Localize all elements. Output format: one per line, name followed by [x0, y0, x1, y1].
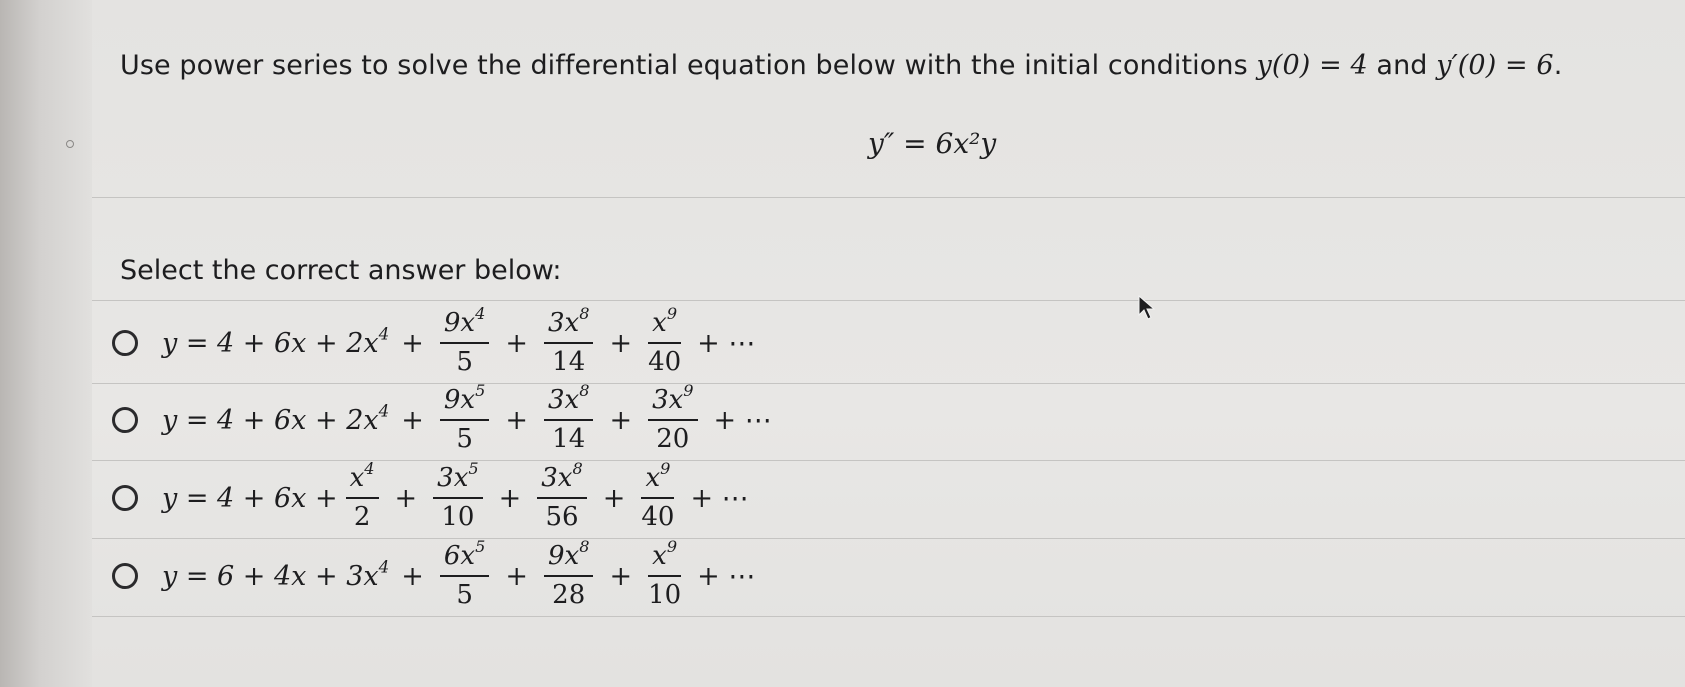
fraction-denominator: 5 — [456, 347, 473, 377]
answer-expression — [160, 459, 759, 532]
fraction-denominator: 14 — [552, 424, 586, 454]
expression-lead: $y = 4 + 6x + 2x^4$ — [162, 399, 390, 436]
fraction-numerator: $x^4$ — [346, 464, 379, 499]
radio-button[interactable] — [112, 563, 138, 589]
fraction-numerator: $9x^4$ — [440, 309, 489, 344]
plus-sign: + — [609, 404, 633, 436]
fraction-numerator: $x^9$ — [641, 464, 674, 499]
plus-sign: + — [505, 327, 528, 359]
fraction-term — [537, 459, 586, 532]
answer-option-4[interactable] — [112, 538, 1012, 614]
answer-expression — [160, 537, 765, 610]
fraction-term — [544, 537, 593, 610]
fraction-term — [433, 459, 482, 532]
fraction-numerator: $3x^5$ — [433, 464, 482, 499]
fraction-denominator: 14 — [552, 347, 586, 377]
fraction-term — [544, 304, 593, 377]
fraction-numerator: $3x^8$ — [544, 386, 593, 421]
question-and: and — [1367, 50, 1437, 81]
fraction-term — [346, 459, 379, 532]
fraction-term — [440, 537, 489, 610]
answer-option-1[interactable] — [112, 305, 1012, 381]
fraction-denominator: 28 — [552, 580, 586, 610]
fraction-term — [544, 381, 593, 454]
option-divider — [92, 616, 1685, 617]
fraction-denominator: 10 — [648, 580, 682, 610]
fraction-term — [440, 381, 489, 454]
question-text — [120, 50, 1562, 81]
expression-tail: + ⋯ — [697, 327, 756, 359]
plus-sign: + — [602, 482, 626, 514]
answer-expression — [160, 304, 765, 377]
fraction-numerator: $3x^8$ — [537, 464, 586, 499]
fraction-term — [641, 459, 675, 532]
expression-tail: + ⋯ — [697, 560, 756, 592]
answer-expression — [160, 381, 782, 454]
fraction-denominator: 40 — [648, 347, 682, 377]
fraction-numerator: $3x^9$ — [648, 386, 697, 421]
expression-lead: y = 4 + 6x + — [162, 482, 338, 514]
differential-equation: y″ = 6x²y — [868, 127, 997, 160]
fraction-numerator: $6x^5$ — [440, 542, 489, 577]
fraction-numerator: $9x^5$ — [440, 386, 489, 421]
plus-sign: + — [401, 327, 424, 359]
divider-top — [92, 197, 1685, 198]
radio-button[interactable] — [112, 330, 138, 356]
fraction-denominator: 40 — [641, 502, 675, 532]
fraction-denominator: 20 — [656, 424, 690, 454]
fraction-numerator: $3x^8$ — [544, 309, 593, 344]
fraction-denominator: 2 — [353, 502, 371, 532]
expression-tail: + ⋯ — [713, 404, 772, 436]
radio-button[interactable] — [112, 407, 138, 433]
fraction-denominator: 10 — [441, 502, 475, 532]
question-period: . — [1553, 50, 1563, 81]
plus-sign: + — [498, 482, 522, 514]
fraction-term — [648, 381, 697, 454]
plus-sign: + — [609, 560, 633, 592]
fraction-denominator: 5 — [456, 580, 473, 610]
select-label: Select the correct answer below: — [120, 255, 562, 286]
initial-condition-yprime: y′(0) = 6 — [1436, 50, 1554, 81]
expression-lead: $y = 6 + 4x + 3x^4$ — [162, 555, 390, 592]
fraction-term — [648, 537, 682, 610]
expression-tail: + ⋯ — [690, 482, 749, 514]
plus-sign: + — [401, 404, 424, 436]
fraction-denominator: 56 — [545, 502, 579, 532]
fraction-numerator: $x^9$ — [648, 309, 681, 344]
margin-dot — [66, 140, 74, 148]
fraction-numerator: $x^9$ — [648, 542, 681, 577]
fraction-term — [440, 304, 489, 377]
fraction-term — [648, 304, 682, 377]
plus-sign: + — [401, 560, 424, 592]
fraction-numerator: $9x^8$ — [544, 542, 593, 577]
question-intro: Use power series to solve the differential equation below with the initial conditions — [120, 50, 1257, 81]
fraction-denominator: 5 — [456, 424, 473, 454]
radio-button[interactable] — [112, 485, 138, 511]
divider-options-top — [92, 300, 1685, 301]
plus-sign: + — [505, 560, 528, 592]
answer-option-2[interactable] — [112, 382, 1012, 458]
expression-lead: $y = 4 + 6x + 2x^4$ — [162, 322, 390, 359]
plus-sign: + — [394, 482, 418, 514]
plus-sign: + — [609, 327, 633, 359]
plus-sign: + — [505, 404, 528, 436]
answer-option-3[interactable] — [112, 460, 1012, 536]
initial-condition-y: y(0) = 4 — [1256, 50, 1368, 81]
